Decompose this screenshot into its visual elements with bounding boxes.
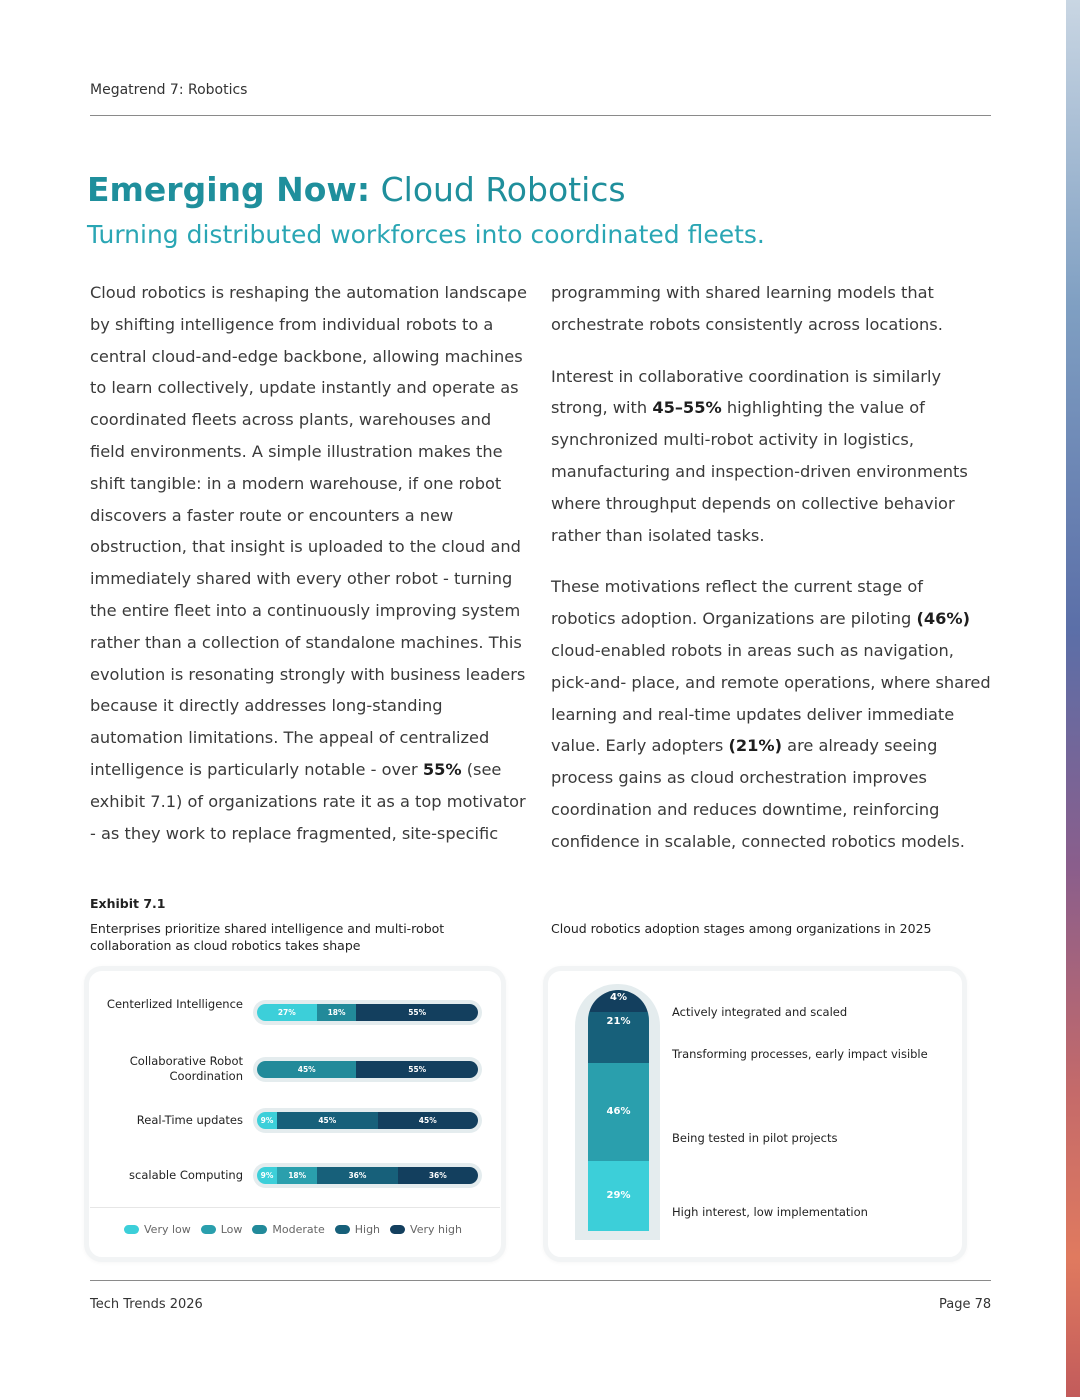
p3-highlight-2: (21%) [728,736,782,756]
bar-label: scalable Computing [129,1167,243,1182]
title-rest: Cloud Robotics [380,170,626,209]
page-edge-gradient [1066,0,1080,1397]
bar-value-label: 27% [277,1007,296,1017]
legend-label: Moderate [272,1223,325,1236]
body-column-left [90,277,530,849]
bar-track [253,1108,482,1133]
legend-label: Very low [144,1223,191,1236]
stage-value-label: 21% [606,1016,631,1027]
p3-text-c: cloud-enabled robots in areas such as navigation, pick-and- place, and remote operations, where shared learning and real-time updates deliver immediate value. Early adopters [551,640,991,756]
stage-segment [588,1161,649,1231]
bar-value-label: 55% [408,1064,427,1074]
page-number: Page 78 [939,1297,992,1312]
bar-track [253,1057,482,1082]
page-subtitle: Turning distributed workforces into coordinated fleets. [87,220,765,249]
bar-segment [317,1167,397,1184]
bar-value-label: 36% [348,1170,367,1180]
bar-segment [257,1112,277,1129]
stage-segment [588,1063,649,1162]
paragraph-1 [90,277,530,849]
stage-segment [588,1012,649,1063]
exhibit-right-caption: Cloud robotics adoption stages among organizations in 2025 [551,921,932,936]
p3-highlight-1: (46%) [916,609,971,629]
legend-swatch [252,1225,267,1234]
running-head: Megatrend 7: Robotics [90,82,248,98]
legend-item [390,1223,462,1236]
paragraph-1-continued [551,277,991,341]
bar-label: Collaborative Robot Coordination [129,1054,243,1083]
p3-text-a: These motivations reflect the current stage of robotics adoption. Organizations are piloting [551,577,923,629]
page-title [87,170,626,209]
bar-segment [257,1061,356,1078]
bar-value-label: 18% [327,1007,346,1017]
bar-segment [378,1112,478,1129]
bar-track [253,1163,482,1188]
bar-value-label: 9% [260,1170,274,1180]
footer-rule [90,1280,991,1281]
p2-text-a: Interest in collaborative coordination is similarly strong, with [551,366,942,418]
bar-segment [317,1004,357,1021]
stacked-bar [257,1167,478,1184]
body-column-right [551,277,991,858]
bar-track [253,1000,482,1025]
legend-swatch [335,1225,350,1234]
legend-swatch [390,1225,405,1234]
stage-label: Being tested in pilot projects [672,1131,838,1145]
bar-segment [398,1167,478,1184]
p1-text-c-part2: programming with shared learning models that orchestrate robots consistently across locations. [551,283,943,334]
p3-text-e: are already seeing process gains as cloud orchestration improves coordination and reduces downtime, reinforcing confidence in scalable, connected robotics models. [551,736,965,851]
chart-divider [90,1207,500,1208]
bar-segment [257,1167,277,1184]
bar-value-label: 9% [260,1115,274,1125]
stage-value-label: 4% [610,992,627,1003]
p2-text-c: highlighting the value of synchronized multi-robot activity in logistics, manufacturing and inspection-driven environments where throughput depends on collective behavior rather than isolated tasks. [551,398,968,545]
bar-value-label: 45% [297,1064,316,1074]
p2-highlight: 45–55% [652,398,722,418]
stacked-bar [257,1061,478,1078]
stage-column [588,990,649,1231]
legend-item [201,1223,243,1236]
legend-swatch [124,1225,139,1234]
legend-label: Low [220,1223,243,1236]
stage-segment [588,990,649,1012]
exhibit-left-caption: Enterprises prioritize shared intelligence and multi-robot collaboration as cloud robotics takes shape [90,921,445,953]
legend-item [124,1223,191,1236]
stage-label: Transforming processes, early impact visible [672,1047,928,1061]
stacked-bar [257,1004,478,1021]
title-strong: Emerging Now: [87,170,371,209]
bar-value-label: 36% [428,1170,447,1180]
stage-label: Actively integrated and scaled [672,1005,848,1019]
stage-value-label: 46% [606,1105,631,1117]
bar-label: Centerlized Intelligence [106,997,243,1011]
bar-segment [277,1167,317,1184]
paragraph-3 [551,571,991,857]
bar-value-label: 55% [408,1007,427,1017]
p1-text-a: Cloud robotics is reshaping the automation landscape by shifting intelligence from individual robots to a central cloud-and-edge backbone, allowing machines to learn collectively, update instantly and operate as coordinated fleets across plants, warehouses and field environments. A simple illustration makes the shift tangible: in a modern warehouse, if one robot discovers a faster route or encounters a new obstruction, that insight is uploaded to the cloud and immediately shared with every other robot - turning the entire fleet into a continuously improving system rather than a collection of standalone machines. This evolution is resonating strongly with business leaders because it directly addresses long-standing automation limitations. The appeal of centralized intelligence is particularly notable - over [90,283,527,779]
bar-segment [257,1004,317,1021]
chart-legend [124,1223,462,1236]
footer-title: Tech Trends 2026 [90,1297,203,1312]
stage-label: High interest, low implementation [672,1205,868,1219]
bar-segment [356,1004,478,1021]
stacked-bar [257,1112,478,1129]
header-rule [90,115,991,116]
bar-value-label: 18% [288,1170,307,1180]
bar-segment [356,1061,478,1078]
p1-text-c-part1: (see exhibit 7.1) of organizations rate it as a top motivator - as they work to replace fragmented, site-specific [90,759,526,843]
legend-swatch [201,1225,216,1234]
legend-label: High [354,1223,381,1236]
legend-item [252,1223,324,1236]
bar-value-label: 45% [418,1115,437,1125]
stage-value-label: 29% [606,1190,631,1202]
paragraph-2 [551,361,991,552]
legend-item [335,1223,380,1236]
exhibit-number: Exhibit 7.1 [90,896,166,911]
bar-value-label: 45% [318,1115,337,1125]
p1-highlight: 55% [422,759,462,779]
bar-label: Real-Time updates [136,1112,243,1127]
legend-label: Very high [410,1223,462,1236]
bar-segment [277,1112,377,1129]
